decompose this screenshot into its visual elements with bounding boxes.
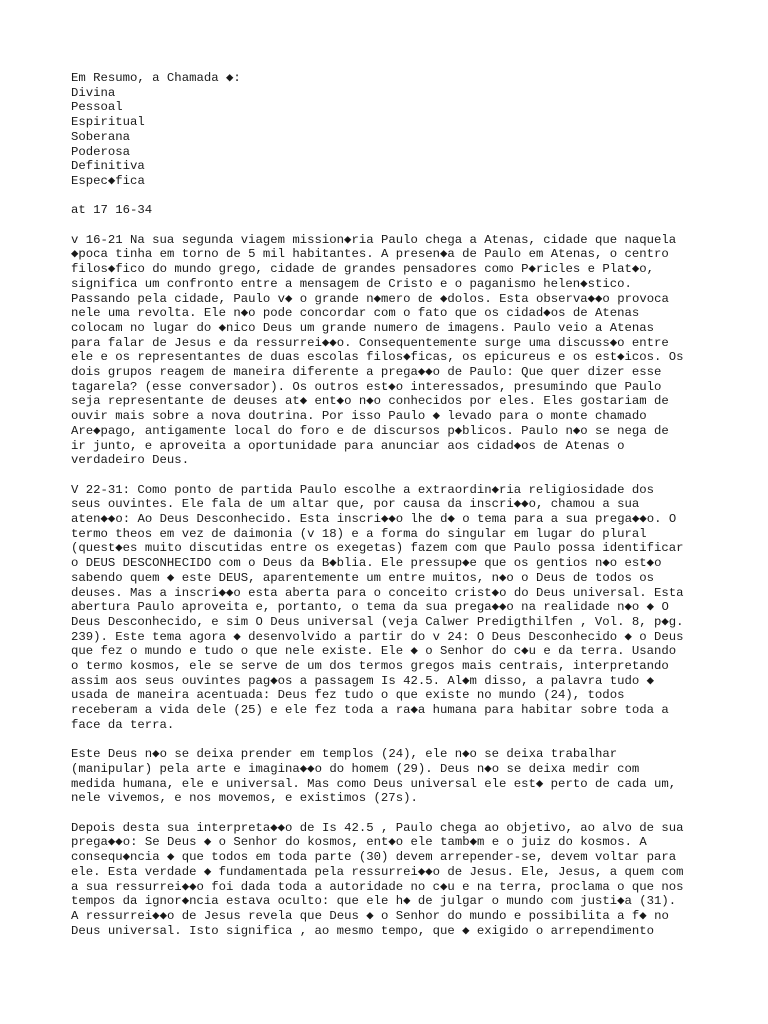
document-body [71,71,711,938]
text-line: seus ouvintes. Ele fala de um altar que, por causa da inscri◆◆o, chamou a sua [71,497,640,512]
blank-line [71,468,711,483]
text-line: ir junto, e aproveita a oportunidade para anunciar aos cidad◆os de Atenas o [71,438,625,453]
text-line: assim aos seus ouvintes pag◆os a passagem Is 42.5. Al◆m disso, a palavra tudo ◆ [71,673,655,688]
text-line: tempos da ignor◆ncia estava oculto: que ele h◆ de julgar o mundo com justi◆a (31). [71,894,677,909]
text-line: usada de maneira acentuada: Deus fez tudo o que existe no mundo (24), todos [71,688,625,703]
text-line: Passando pela cidade, Paulo v◆ o grande n◆mero de ◆dolos. Esta observa◆◆o provoca [71,291,669,306]
text-line: prega◆◆o: Se Deus ◆ o Senhor do kosmos, ent◆o ele tamb◆m e o juiz do kosmos. A [71,835,647,850]
text-line: consequ◆ncia ◆ que todos em toda parte (30) devem arrepender-se, devem voltar para [71,850,677,865]
text-line: nele vivemos, e nos movemos, e existimos (27s). [71,791,418,806]
text-line: filos◆fico do mundo grego, cidade de grandes pensadores como P◆ricles e Plat◆o, [71,262,655,277]
text-line: deuses. Mas a inscri◆◆o esta aberta para o conceito crist◆o do Deus universal. Esta [71,585,684,600]
text-line: abertura Paulo aproveita e, portanto, o tema da sua prega◆◆o na realidade n◆o ◆ O [71,600,669,615]
blank-line [71,189,711,204]
text-line: at 17 16-34 [71,203,153,218]
text-line: Em Resumo, a Chamada ◆: [71,71,241,85]
text-line: face da terra. [71,717,175,732]
text-line: ele. Esta verdade ◆ fundamentada pela ressurrei◆◆o de Jesus. Ele, Jesus, a quem com [71,864,684,879]
text-line: a sua ressurrei◆◆o foi dada toda a autoridade no c◆u e na terra, proclama o que nos [71,879,684,894]
text-line: Deus Desconhecido, e sim O Deus universal (veja Calwer Predigthilfen , Vol. 8, p◆g. [71,614,684,629]
text-line: Are◆pago, antigamente local do foro e de discursos p◆blicos. Paulo n◆o se nega de [71,423,669,438]
text-line: A ressurrei◆◆o de Jesus revela que Deus ◆ o Senhor do mundo e possibilita a f◆ no [71,909,669,923]
text-line: significa um confronto entre a mensagem de Cristo e o paganismo helen◆stico. [71,276,632,291]
text-line: Espiritual [71,115,145,130]
text-line: Espec◆fica [71,173,145,188]
text-line: ouvir mais sobre a nova doutrina. Por isso Paulo ◆ levado para o monte chamado [71,409,647,424]
text-line: Poderosa [71,144,131,159]
text-line: (manipular) pela arte e imagina◆◆o do homem (29). Deus n◆o se deixa medir com [71,761,640,776]
text-line: dois grupos reagem de maneira diferente a prega◆◆o de Paulo: Que quer dizer esse [71,365,662,380]
text-line: o DEUS DESCONHECIDO com o Deus da B◆blia. Ele pressup◆e que os gentios n◆o est◆o [71,556,662,571]
blank-line [71,218,711,233]
text-line: termo theos em vez de daimonia (v 18) e a forma do singular em lugar do plural [71,526,647,541]
text-line: sabendo quem ◆ este DEUS, aparentemente um entre muitos, n◆o o Deus de todos os [71,570,655,585]
text-line: ele e os representantes de duas escolas filos◆ficas, os epicureus e os est◆icos. Os [71,350,684,365]
text-line: colocam no lugar do ◆nico Deus um grande numero de imagens. Paulo veio a Atenas [71,320,654,335]
text-line: nele uma revolta. Ele n◆o pode concordar com o fato que os cidad◆os de Atenas [71,306,640,321]
text-line: 239). Este tema agora ◆ desenvolvido a partir do v 24: O Deus Desconhecido ◆ o Deus [71,629,684,644]
text-line: seja representante de deuses at◆ ent◆o n◆o conhecidos por eles. Eles gostariam de [71,394,669,409]
text-line: v 16-21 Na sua segunda viagem mission◆ria Paulo chega a Atenas, cidade que naquela [71,232,677,247]
text-line: para falar de Jesus e da ressurrei◆◆o. Consequentemente surge uma discuss◆o entre [71,335,669,350]
text-line: tagarela? (esse conversador). Os outros est◆o interessados, presumindo que Paulo [71,379,662,394]
text-line: Deus universal. Isto significa , ao mesmo tempo, que ◆ exigido o arrependimento [71,923,654,938]
text-line: V 22-31: Como ponto de partida Paulo escolhe a extraordin◆ria religiosidade dos [71,482,654,497]
text-line: o termo kosmos, ele se serve de um dos termos gregos mais centrais, interpretando [71,659,669,674]
text-line: Pessoal [71,100,123,115]
text-line: verdadeiro Deus. [71,453,190,468]
text-line: Depois desta sua interpreta◆◆o de Is 42.5 , Paulo chega ao objetivo, ao alvo de sua [71,820,684,835]
text-line: ◆poca tinha em torno de 5 mil habitantes. A presen◆a de Paulo em Atenas, o centro [71,247,669,262]
blank-line [71,733,711,748]
blank-line [71,806,711,821]
text-line: Divina [71,85,116,100]
text-line: medida humana, ele e universal. Mas como Deus universal ele est◆ perto de cada um, [71,776,677,791]
text-line: que fez o mundo e tudo o que nele existe. Ele ◆ o Senhor do c◆u e da terra. Usando [71,644,677,659]
text-line: receberam a vida dele (25) e ele fez toda a ra◆a humana para habitar sobre toda a [71,703,669,718]
text-line: (quest◆es muito discutidas entre os exegetas) fazem com que Paulo possa identificar [71,541,684,556]
text-line: Este Deus n◆o se deixa prender em templos (24), ele n◆o se deixa trabalhar [71,747,618,762]
text-line: Soberana [71,129,131,144]
text-line: Definitiva [71,159,145,174]
text-line: aten◆◆o: Ao Deus Desconhecido. Esta inscri◆◆o lhe d◆ o tema para a sua prega◆◆o. O [71,512,677,527]
